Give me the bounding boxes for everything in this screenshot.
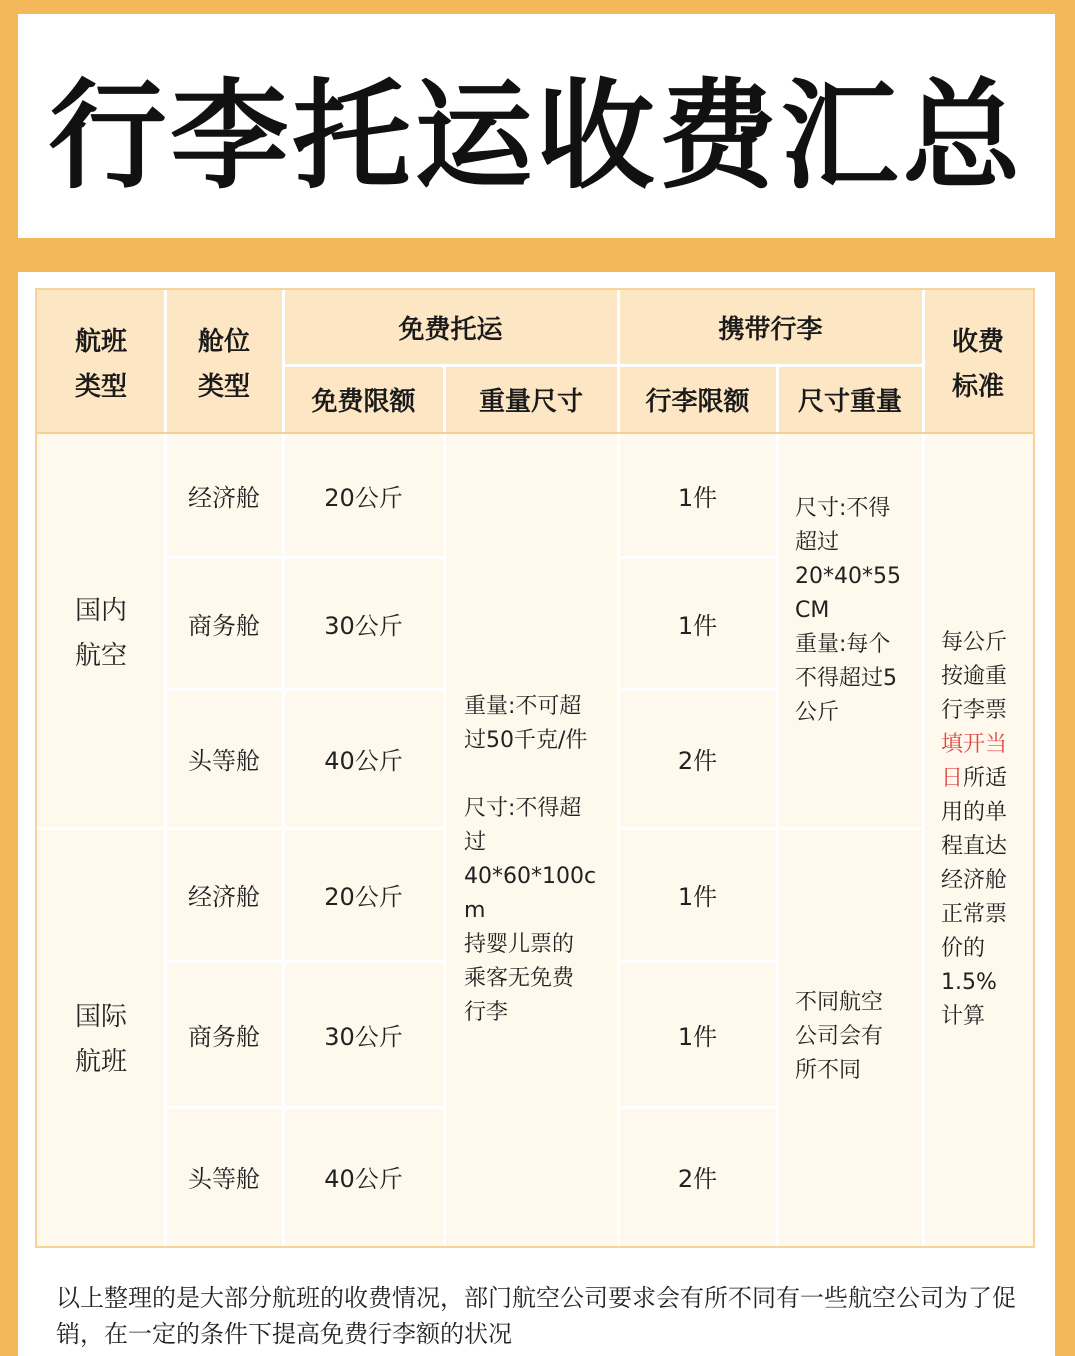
fee-line: 程直达 [941,833,1008,859]
row-3-free-limit: 40公斤 [324,747,403,775]
header-weight-size: 重量尺寸 [444,365,618,433]
domestic-size-line: 不得超过5 [795,665,897,691]
group-international [37,828,165,1246]
fee-rest-text: 所适 [963,765,1008,791]
domestic-size-weight [777,433,923,828]
row-6-cabin: 头等舱 [188,1165,260,1193]
header-carry-on: 携带行李 [618,290,923,365]
domestic-size-line: CM [795,597,830,623]
row-2-cabin: 商务舱 [188,611,260,640]
weight-size-line: 过 [464,829,487,855]
domestic-size-line: 超过 [795,529,840,555]
grid-line [165,1106,444,1109]
weight-size-line: 持婴儿票的 [464,931,575,957]
weight-size-line: 行李 [464,999,509,1025]
row-6-carry-limit: 2件 [677,1165,718,1193]
baggage-fee-table [35,288,1035,1248]
grid-line [165,960,444,963]
content-card [18,272,1055,1356]
grid-line [618,688,777,691]
grid-line [618,556,777,559]
grid-line [443,365,446,1246]
row-4-free-limit: 20公斤 [324,883,403,911]
row-1-free-limit: 20公斤 [324,483,403,512]
weight-size-rules [444,433,618,1246]
header-flight-type [37,290,165,433]
grid-line [165,556,444,559]
row-1-cabin: 经济舱 [188,483,260,512]
header-free-limit: 免费限额 [283,365,444,433]
header-fee-standard-line2: 标准 [951,371,1004,402]
row-2-carry-limit: 1件 [677,611,718,640]
header-cabin-type [165,290,283,433]
row-3-cabin: 头等舱 [188,747,260,775]
row-5-cabin: 商务舱 [188,1022,260,1051]
header-cabin-type-line1: 舱位 [197,326,250,357]
domestic-size-line: 重量:每个 [795,631,891,657]
row-5-free-limit: 30公斤 [324,1022,403,1051]
grid-line [37,827,444,830]
group-domestic-line2: 航空 [74,640,127,671]
page-title: 行李托运收费汇总 [48,67,1025,205]
fee-line-mixed [941,762,1007,796]
group-international-line1: 国际 [74,1002,127,1032]
fee-line: 经济舱 [941,867,1008,893]
fee-line: 价的 [941,935,986,961]
weight-size-line: m [464,897,486,923]
footer-note: 以上整理的是大部分航班的收费情况，部门航空公司要求会有所不同有一些航空公司为了促销，在一定的条件下提高免费行李额的状况 [56,1284,1016,1348]
intl-size-line: 不同航空 [795,990,884,1015]
fee-line: 按逾重 [941,663,1008,689]
grid-line [165,688,444,691]
weight-size-line: 过50千克/件 [464,727,588,753]
fee-line: 计算 [941,1003,986,1029]
title-card [18,14,1055,238]
row-4-carry-limit: 1件 [677,883,718,911]
grid-line [618,960,777,963]
domestic-size-line: 公斤 [795,699,840,725]
header-size-weight: 尺寸重量 [777,365,923,433]
weight-size-line: 重量:不可超 [464,693,582,719]
header-fee-standard-line1: 收费 [951,326,1004,357]
grid-line [37,432,1033,434]
header-free-checked: 免费托运 [283,290,618,365]
row-1-carry-limit: 1件 [677,483,718,512]
grid-line [618,827,923,830]
domestic-size-line: 20*40*55 [795,563,901,589]
fee-line: 1.5% [941,969,997,995]
fee-standard-text [923,433,1033,1246]
group-domestic [37,433,165,828]
fee-line: 行李票 [941,697,1008,723]
international-size-weight [777,828,923,1246]
fee-highlight-char: 日 [941,765,964,791]
intl-size-line: 公司会有 [795,1024,884,1049]
header-cabin-type-line2: 类型 [197,371,250,402]
domestic-size-line: 尺寸:不得 [795,495,891,521]
header-fee-standard [923,290,1033,433]
header-carry-limit: 行李限额 [618,365,777,433]
intl-size-line: 所不同 [795,1058,862,1083]
row-2-free-limit: 30公斤 [324,611,403,640]
header-flight-type-line1: 航班 [74,326,127,357]
header-flight-type-line2: 类型 [74,371,127,402]
fee-line: 用的单 [941,799,1008,825]
row-4-cabin: 经济舱 [188,883,260,911]
weight-size-line: 乘客无免费 [464,965,575,991]
grid-line [776,365,779,1246]
fee-line-highlight: 填开当 [941,731,1008,757]
row-6-free-limit: 40公斤 [324,1165,403,1193]
weight-size-line: 尺寸:不得超 [464,795,582,821]
weight-size-line: 40*60*100c [464,863,597,889]
grid-line [618,1106,777,1109]
row-3-carry-limit: 2件 [677,747,718,775]
group-international-line2: 航班 [74,1047,127,1077]
group-domestic-line1: 国内 [74,595,127,626]
grid-line [283,364,923,367]
fee-line: 正常票 [941,901,1008,927]
fee-line: 每公斤 [941,629,1008,655]
row-5-carry-limit: 1件 [677,1022,718,1051]
